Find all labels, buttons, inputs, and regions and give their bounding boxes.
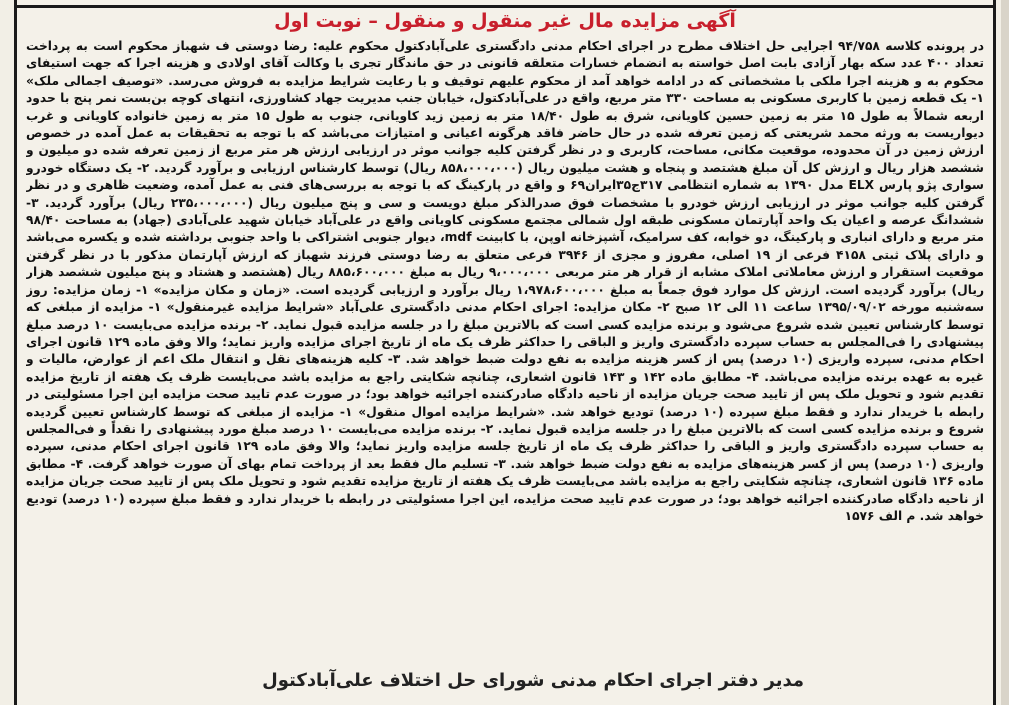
notice-title: آگهی مزایده مال غیر منقول و منقول – نوبت اول bbox=[274, 10, 736, 32]
top-border-rule bbox=[14, 0, 996, 8]
notice-body: در پرونده کلاسه ۹۴/۷۵۸ اجرایی حل اختلاف مطرح در اجرای احکام مدنی دادگستری علی‌آبادکتول محکوم علیه: رضا دوستی ف شهباز محکوم است به پرداخت تعداد ۴۰۰ عدد سکه بهار آزادی بابت اصل خواسته به انضمام خسارات متعلقه قانونی در حق ماندگار تجری با وکالت آقای اولادی و هزینه اجرا که جهت استیفای محکوم به و هزینه اجرا ملکی با مشخصاتی که در ادامه خواهد آمد از محکوم علیهم توقیف و با رعایت شرایط مزایده به فروش می‌رسد. «توصیف اجمالی ملک» ۱- یک قطعه زمین با کاربری مسکونی به مساحت ۳۳۰ متر مربع، واقع در علی‌آبادکتول، خیابان جنب مدیریت جهاد کشاورزی، انتهای کوچه بن‌بست نمر پنج با حدود اربعه شمالاً به طول ۱۵ متر به زمین حسین کاویانی، شرق به طول ۱۸/۴۰ متر به زمین زید کاویانی، جنوب به طول ۱۵ متر به زمین خانواده کاویانی و غرب دیواریست به ورثه محمد شریعتی که زمین تعرفه شده در حال حاضر فاقد هرگونه اعیانی و امتیازات می‌باشد که با توجه به تحقیقات به عمل آمده در خصوص ارزش زمین در آن محدوده، موقعیت مکانی، مساحت، کاربری و در نظر گرفتن کلیه جوانب موثر در ارزیابی ارزش هر متر مربع از زمین تعرفه شده دو میلیون و ششصد هزار ریال و ارزش کل آن مبلغ هشتصد و پنجاه و هشت میلیون ریال (۸۵۸،۰۰۰،۰۰۰ ریال) توسط کارشناس ارزیابی و برآورد گردید. ۲- یک دستگاه خودرو سواری پژو پارس ELX مدل ۱۳۹۰ به شماره انتظامی ۳۱۷ج۳۵ایران۶۹ و واقع در پارکینگ که با توجه به بررسی‌های فنی به عمل آمده، وضعیت ظاهری و در نظر گرفتن کلیه جوانب موثر در ارزیابی ارزش خودرو با مشخصات فوق صدرالذکر مبلغ دویست و سی و پنج میلیون ریال (۲۳۵،۰۰۰،۰۰۰ ریال) برآورد گردید. ۳- ششدانگ عرصه و اعیان یک واحد آپارتمان مسکونی طبقه اول شمالی مجتمع مسکونی کاویانی واقع در علی‌آباد خیابان شهید علی‌آبادی (جهاد) به مساحت ۹۸/۴۰ متر مربع و دارای انباری و پارکینگ، دو خوابه، کف سرامیک، آشپزخانه اوپن، با کابینت mdf، دیوار جنوبی اشتراکی با واحد جنوبی برداشته شده و یکسره می‌باشد و دارای پلاک ثبتی ۴۱۵۸ فرعی از ۱۹ اصلی، مفروز و مجزی از ۳۹۴۶ فرعی متعلق به رضا دوستی فرزند شهباز که ارزش آپارتمان مذکور با در نظر گرفتن موقعیت استقرار و ارزش معاملاتی املاک مشابه از قرار هر متر مربعی ۹،۰۰۰،۰۰۰ ریال به مبلغ ۸۸۵،۶۰۰،۰۰۰ ریال (هشتصد و هشتاد و پنج میلیون ششصد هزار ریال) برآورد گردیده است. ارزش کل موارد فوق جمعاً به مبلغ ۱،۹۷۸،۶۰۰،۰۰۰ ریال برآورد و ارزیابی گردیده است. «زمان و مکان مزایده» ۱- زمان مزایده: روز سه‌شنبه مورخه ۱۳۹۵/۰۹/۰۲ ساعت ۱۱ الی ۱۲ صبح ۲- مکان مزایده: اجرای احکام مدنی دادگستری علی‌آباد «شرایط مزایده غیرمنقول» ۱- مزایده از مبلغی که توسط کارشناس تعیین شده شروع می‌شود و برنده مزایده کسی است که بالاترین مبلغ را در جلسه مزایده قبول نماید. ۲- برنده مزایده می‌بایست ۱۰ درصد مبلغ پیشنهادی را فی‌المجلس به حساب سپرده دادگستری واریز و الباقی را حداکثر ظرف یک ماه از تاریخ اجرای مزایده واریز نماید؛ والا وفق ماده ۱۲۹ قانون اجرای احکام مدنی، سپرده واریزی (۱۰ درصد) پس از کسر هزینه مزایده به نفع دولت ضبط خواهد شد. ۳- کلیه هزینه‌های نقل و انتقال ملک اعم از عوارض، مالیات و غیره به عهده برنده مزایده می‌باشد. ۴- مطابق ماده ۱۴۲ و ۱۴۳ قانون اشعاری، چنانچه شکایتی راجع به مزایده باشد می‌بایست ظرف یک هفته از تاریخ مزایده تقدیم شود و تحویل ملک پس از تایید صحت جریان مزایده از ناحیه دادگاه صادرکننده اجرائیه خواهد بود؛ در صورت عدم تایید صحت مزایده این اجرا مسئولیتی در رابطه با خریدار ندارد و فقط مبلغ سپرده (۱۰ درصد) تودیع خواهد شد. «شرایط مزایده اموال منقول» ۱- مزایده از مبلغی که توسط کارشناس تعیین گردیده شروع و برنده مزایده کسی است که بالاترین مبلغ را در جلسه مزایده قبول نماید. ۲- برنده مزایده می‌بایست ۱۰ درصد مبلغ مورد پیشنهادی را نقداً و فی‌المجلس به حساب سپرده دادگستری واریز و الباقی را حداکثر ظرف یک ماه از تاریخ جلسه مزایده واریز نماید؛ والا وفق ماده ۱۲۹ قانون اجرای احکام مدنی، سپرده واریزی (۱۰ درصد) پس از کسر هزینه‌های مزایده به نفع دولت ضبط خواهد شد. ۳- تسلیم مال فقط بعد از پرداخت تمام بهای آن صورت خواهد گرفت. ۴- مطابق ماده ۱۳۶ قانون اشعاری، چنانچه شکایتی راجع به مزایده باشد می‌بایست ظرف یک هفته از تاریخ مزایده تقدیم شود و تحویل ملک پس از تایید صحت جریان مزایده از ناحیه دادگاه صادرکننده اجرائیه خواهد بود؛ در صورت عدم تایید صحت مزایده، این اجرا مسئولیتی در رابطه با خریدار ندارد و فقط مبلغ سپرده (۱۰ درصد) تودیع خواهد شد. م الف ۱۵۷۶ bbox=[26, 39, 984, 523]
page-edge bbox=[1001, 0, 1009, 705]
notice-signature: مدیر دفتر اجرای احکام مدنی شورای حل اختلاف علی‌آبادکتول bbox=[262, 670, 804, 691]
